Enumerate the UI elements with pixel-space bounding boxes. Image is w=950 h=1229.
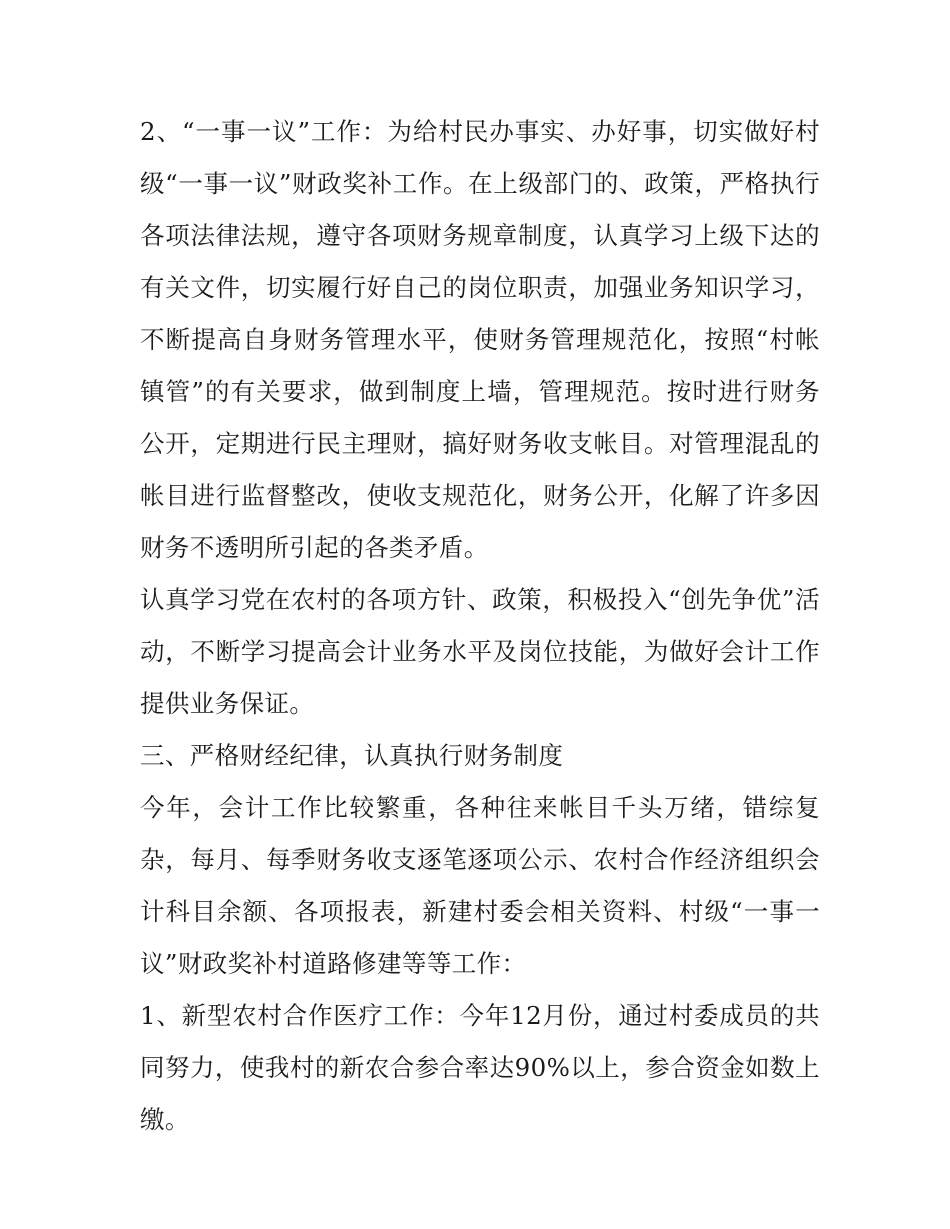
- paragraph-yishiyiyi-work: 2、“一事一议”工作：为给村民办事实、办好事，切实做好村级“一事一议”财政奖补工作。在上级部门的、政策，严格执行各项法律法规，遵守各项财务规章制度，认真学习上级下达的有关文件，切实履行好自己的岗位职责，加强业务知识学习，不断提高自身财务管理水平，使财务管理规范化，按照“村帐镇管”的有关要求，做到制度上墙，管理规范。按时进行财务公开，定期进行民主理财，搞好财务收支帐目。对管理混乱的帐目进行监督整改，使收支规范化，财务公开，化解了许多因财务不透明所引起的各类矛盾。: [140, 117, 820, 562]
- paragraph-rural-medical-cooperation: 1、新型农村合作医疗工作：今年12月份，通过村委成员的共同努力，使我村的新农合参合率达90%以上，参合资金如数上缴。: [140, 1001, 820, 1134]
- document-body: [140, 106, 820, 1146]
- paragraph-study-policies: 认真学习党在农村的各项方针、政策，积极投入“创先争优”活动，不断学习提高会计业务水平及岗位技能，为做好会计工作提供业务保证。: [140, 585, 820, 718]
- section-heading-financial-discipline: 三、严格财经纪律，认真执行财务制度: [140, 741, 564, 770]
- paragraph-accounting-workload: 今年，会计工作比较繁重，各种往来帐目千头万绪，错综复杂，每月、每季财务收支逐笔逐项公示、农村合作经济组织会计科目余额、各项报表，新建村委会相关资料、村级“一事一议”财政奖补村道路修建等等工作：: [140, 793, 820, 978]
